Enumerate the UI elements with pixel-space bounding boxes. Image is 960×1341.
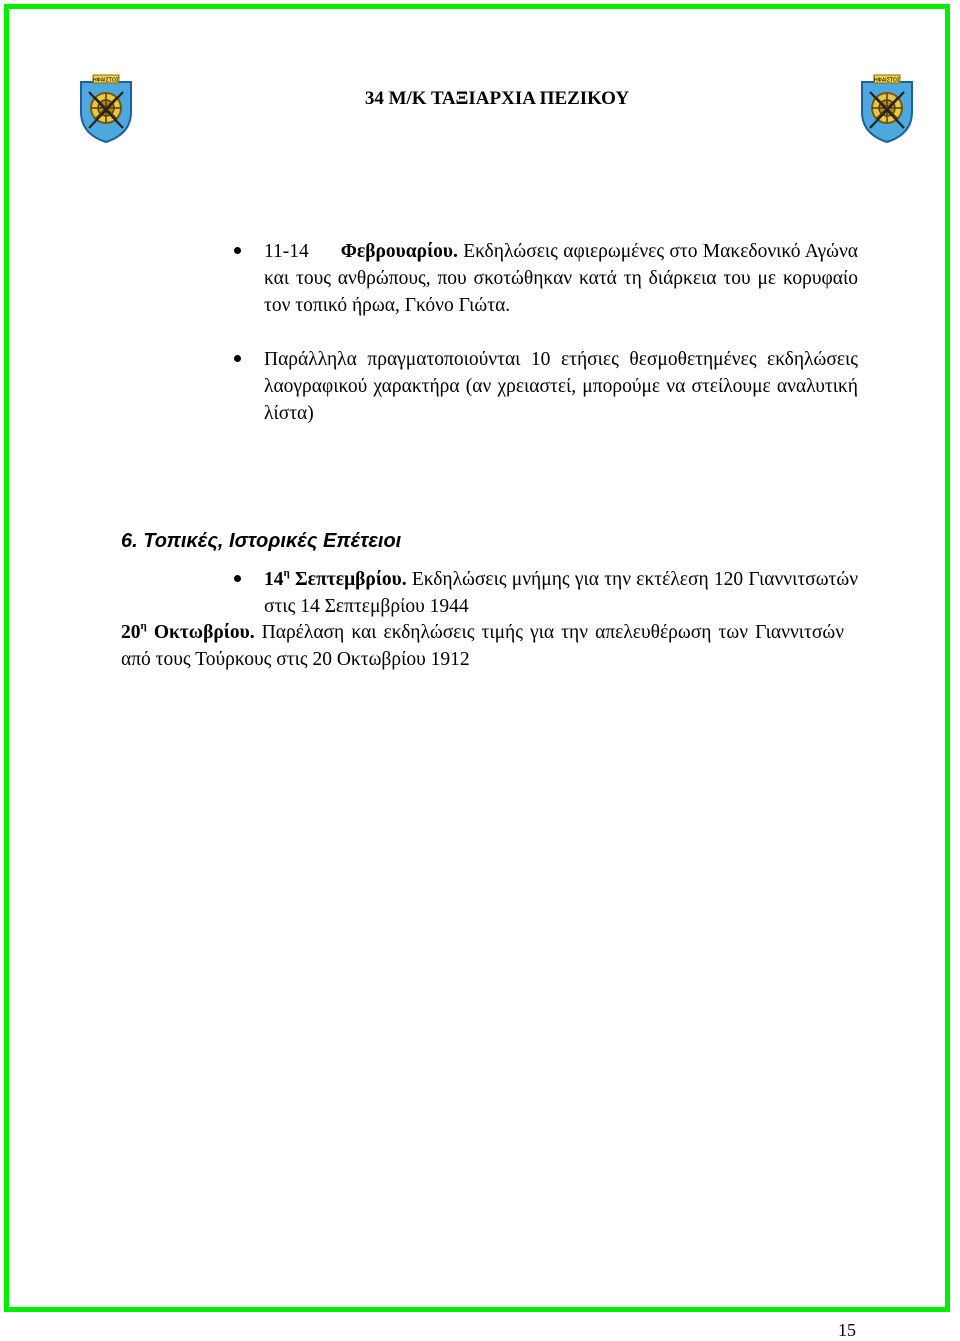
document-header-title: 34 Μ/Κ ΤΑΞΙΑΡΧΙΑ ΠΕΖΙΚΟΥ — [364, 88, 630, 109]
anniversary-day: 20 — [121, 622, 141, 643]
section-heading: 6. Τοπικές, Ιστορικές Επέτειοι — [121, 530, 402, 552]
bullet-icon — [234, 575, 241, 582]
anniversary-text: Εκδηλώσεις μνήμης για την εκτέλεση 120 Γιαννιτσωτών στις 14 Σεπτεμβρίου 1944 — [264, 569, 859, 617]
bullet-icon — [234, 355, 241, 362]
bullet-item-february — [264, 238, 858, 319]
ordinal-suffix: η — [283, 567, 290, 579]
anniversary-day: 14 — [264, 569, 284, 590]
bullet-text: Εκδηλώσεις αφιερωμένες στο Μακεδονικό Αγώνα και τους ανθρώπους, που σκοτώθηκαν κατά τη διάρκεια του με κορυφαίο τον τοπικό ήρωα, Γκόνο Γιώτα. — [264, 241, 859, 316]
bullet-month: Φεβρουαρίου. — [340, 241, 458, 262]
svg-text:ΗΦΑΙΣΤΟΣ: ΗΦΑΙΣΤΟΣ — [874, 77, 900, 84]
bullet-date-range: 11-14 — [264, 241, 309, 262]
anniversary-october — [121, 619, 844, 673]
bullet-icon — [234, 247, 241, 254]
page-number: 15 — [838, 1320, 856, 1340]
anniversary-month: Οκτωβρίου. — [153, 622, 255, 643]
unit-emblem-right — [858, 72, 916, 144]
ordinal-suffix: η — [140, 620, 147, 632]
anniversary-text: Παρέλαση και εκδηλώσεις τιμής για την απελευθέρωση των Γιαννιτσών από τους Τούρκους στις 20 Οκτωβρίου 1912 — [121, 622, 845, 670]
bullet-text: Παράλληλα πραγματοποιούνται 10 ετήσιες θεσμοθετημένες εκδηλώσεις λαογραφικού χαρακτήρα (αν χρειαστεί, μπορούμε να στείλουμε αναλυτική λίστα) — [264, 349, 858, 424]
anniversary-month: Σεπτεμβρίου. — [295, 569, 407, 590]
svg-text:ΗΦΑΙΣΤΟΣ: ΗΦΑΙΣΤΟΣ — [93, 77, 119, 84]
bullet-item-folklore-events — [264, 346, 858, 427]
anniversary-september — [264, 566, 858, 620]
